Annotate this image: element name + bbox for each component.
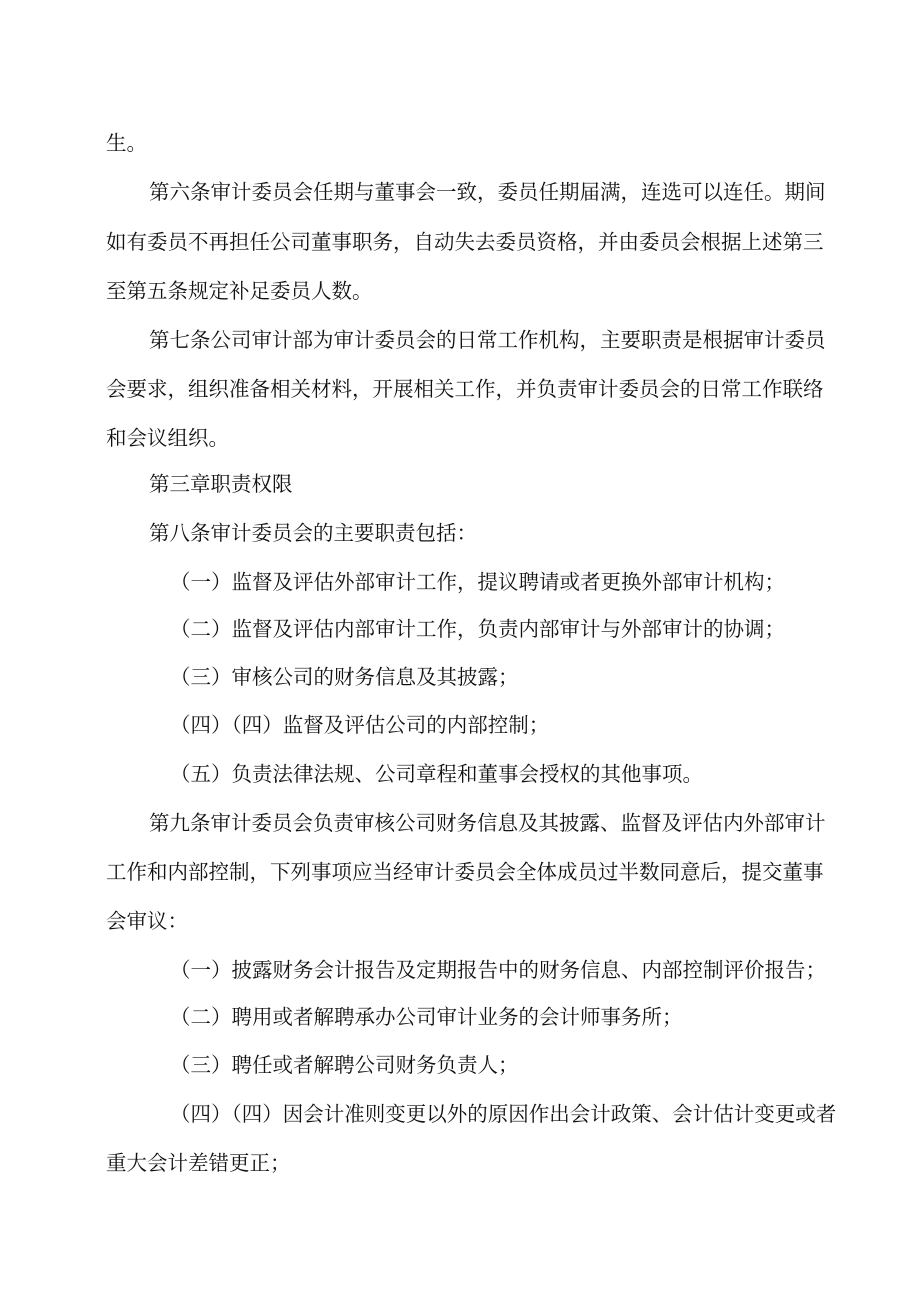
list-item: （二）聘用或者解聘承办公司审计业务的会计师事务所； (170, 1005, 683, 1029)
list-item: （四）（四）监督及评估公司的内部控制； (170, 713, 550, 737)
article-7-paragraph: 第七条公司审计部为审计委员会的日常工作机构，主要职责是根据审计委员 (149, 328, 826, 352)
article-9-paragraph: 第九条审计委员会负责审核公司财务信息及其披露、监督及评估内外部审计 (149, 811, 826, 835)
list-item: （四）（四）因会计准则变更以外的原因作出会计政策、会计估计变更或者 (170, 1102, 837, 1126)
text-line: 工作和内部控制，下列事项应当经审计委员会全体成员过半数同意后，提交董事 (106, 860, 824, 884)
text-line: 重大会计差错更正； (106, 1151, 291, 1175)
list-item: （五）负责法律法规、公司章程和董事会授权的其他事项。 (170, 762, 703, 786)
text-line: 会要求，组织准备相关材料，开展相关工作，并负责审计委员会的日常工作联络 (106, 377, 824, 401)
text-line: 生。 (106, 131, 147, 155)
chapter-3-heading: 第三章职责权限 (149, 472, 293, 496)
text-line: 至第五条规定补足委员人数。 (106, 279, 373, 303)
list-item: （三）聘任或者解聘公司财务负责人； (170, 1053, 519, 1077)
article-6-paragraph: 第六条审计委员会任期与董事会一致，委员任期届满，连选可以连任。期间 (149, 180, 826, 204)
text-line: 和会议组织。 (106, 426, 229, 450)
article-8-paragraph: 第八条审计委员会的主要职责包括： (149, 521, 477, 545)
list-item: （一）披露财务会计报告及定期报告中的财务信息、内部控制评价报告； (170, 958, 826, 982)
list-item: （三）审核公司的财务信息及其披露； (170, 665, 519, 689)
list-item: （一）监督及评估外部审计工作，提议聘请或者更换外部审计机构； (170, 570, 785, 594)
list-item: （二）监督及评估内部审计工作，负责内部审计与外部审计的协调； (170, 617, 785, 641)
text-line: 会审议： (106, 909, 188, 933)
text-line: 如有委员不再担任公司董事职务，自动失去委员资格，并由委员会根据上述第三 (106, 230, 824, 254)
